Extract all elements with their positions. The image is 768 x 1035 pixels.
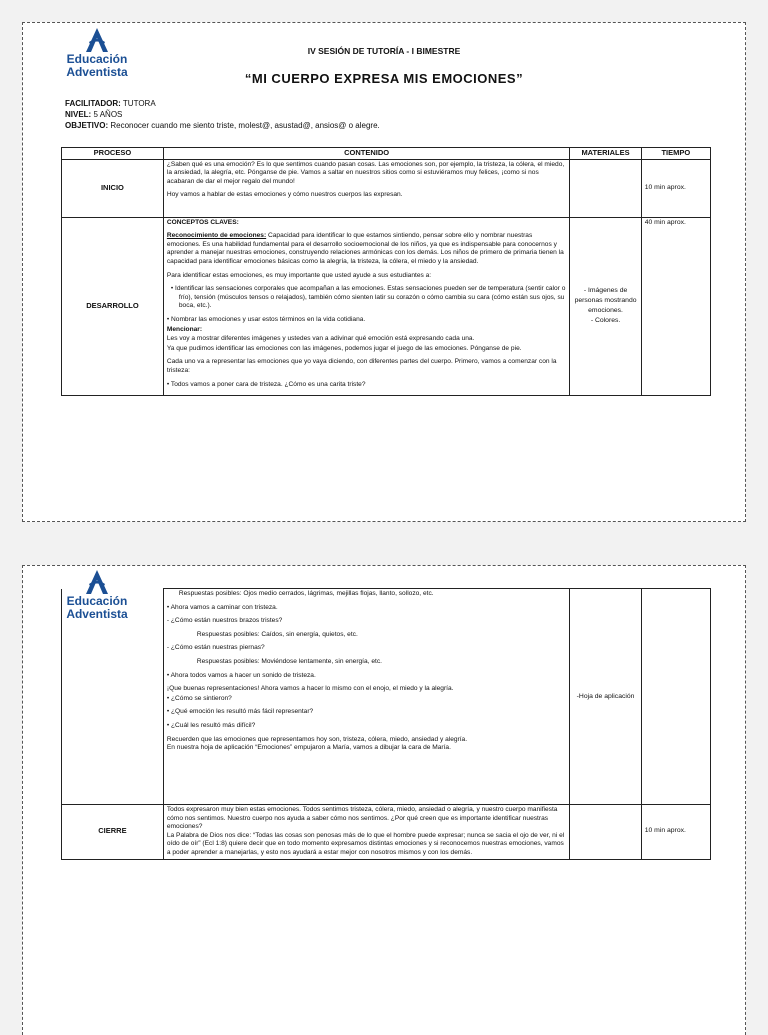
session-table-cont (61, 588, 711, 860)
table-row-desarrollo (62, 217, 711, 396)
table-row-cierre (62, 805, 711, 860)
nivel-value: 5 AÑOS (93, 110, 123, 119)
materiales-desarrollo (570, 217, 641, 396)
session-table (61, 147, 711, 396)
para-identificar: Para identificar estas emociones, es muy importante que usted ayude a sus estudiantes a: (166, 271, 432, 279)
proceso-continuacion (62, 589, 164, 805)
recuerden: Recuerden que las emociones que representamos hoy son, tristeza, cólera, miedo, ansiedad y alegría. (166, 735, 468, 743)
contenido-cierre (163, 805, 570, 860)
facilitador-value: TUTORA (122, 99, 156, 108)
proceso-desarrollo: DESARROLLO (62, 217, 164, 396)
logo-line2-p2: Adventista (66, 607, 128, 621)
logo-line1: Educación (66, 52, 128, 66)
pregunta-facil: • ¿Qué emoción les resultó más fácil representar? (166, 708, 314, 716)
materiales-cierre (570, 805, 641, 860)
mencionar-label: Mencionar: (166, 325, 203, 333)
table-row-inicio (62, 159, 711, 217)
pregunta-sintieron: • ¿Cómo se sintieron? (166, 694, 232, 702)
tiempo-desarrollo: 40 min aprox. (641, 217, 710, 396)
materiales-colores: - Colores. (590, 317, 621, 325)
facilitador-label: FACILITADOR: (65, 99, 121, 108)
logo-line2: Adventista (66, 65, 128, 79)
cierre-p2: La Palabra de Dios nos dice: “Todas las cosas son penosas más de lo que el hombre puede expresar; nunca se sacia el ojo de ver, ni el oído de oír” (Ecl 1:8) quiere decir que en todo momento expresamos distintas emociones y si reconocemos nuestras emociones, vamos a poder aprender a manejarlas, y esto nos ayudará a estar mejor con nosotros mismos y con los demás. (166, 831, 565, 856)
reconocimiento-label: Reconocimiento de emociones: (166, 232, 267, 240)
col-header-tiempo: TIEMPO (641, 148, 710, 160)
respuestas-3: Respuestas posibles: Moviéndose lentamente, sin energía, etc. (196, 657, 382, 665)
logo-line1-p2: Educación (66, 594, 128, 608)
hoja-aplicacion: En nuestra hoja de aplicación “Emociones” empujaron a María, vamos a dibujar la cara de María. (166, 744, 451, 752)
meta-block (65, 98, 380, 131)
document-page-2 (22, 565, 746, 1035)
tiempo-continuacion (641, 589, 710, 805)
conceptos-claves: CONCEPTOS CLAVES: (166, 218, 239, 226)
pregunta-piernas: - ¿Cómo están nuestras piernas? (166, 644, 265, 652)
mencionar-p2: Ya que pudimos identificar las emociones con las imágenes, podemos jugar el juego de las emociones. Pónganse de pie. (166, 344, 522, 352)
reconocimiento-text: Capacidad para identificar lo que estamos sintiendo, pensar sobre ello y nombrar nuestras emociones. Es una habilidad fundamental para el desarrollo socioemocional de los niños, ya que es indispensable para conocernos y aprender a manejar nuestras emociones, construyendo relaciones armónicas con los demás. Los niños de primero de primaria tienen la capacidad para identificar emociones básicas como la alegría, la tristeza, la cólera, el miedo y la ansiedad. (166, 232, 564, 265)
col-header-contenido: CONTENIDO (163, 148, 570, 160)
buenas-representaciones: ¡Que buenas representaciones! Ahora vamos a hacer lo mismo con el enojo, el miedo y la alegría. (166, 685, 454, 693)
materiales-continuacion: -Hoja de aplicación (570, 589, 641, 805)
tiempo-inicio: 10 min aprox. (641, 159, 710, 217)
contenido-desarrollo (163, 217, 570, 396)
materiales-inicio (570, 159, 641, 217)
objetivo-value: Reconocer cuando me siento triste, molest@, asustad@, ansios@ o alegre. (110, 121, 380, 130)
respuestas-2: Respuestas posibles: Caídos, sin energía, quietos, etc. (196, 630, 358, 638)
contenido-continuacion (163, 589, 570, 805)
cierre-p1: Todos expresaron muy bien estas emociones. Todos sentimos tristeza, cólera, miedo, ansiedad o alegría, y nuestro cuerpo manifiesta cómo nos sentimos. Nuestro cuerpo nos ayuda a saber cómo nos sentimos. ¿Por qué creen que es importante identificar nuestras emociones? (166, 806, 558, 831)
table-row-continuacion (62, 589, 711, 805)
session-title: IV SESIÓN DE TUTORÍA - I BIMESTRE (307, 46, 461, 56)
bullet-identificar: • Identificar las sensaciones corporales que acompañan a las emociones. Estas sensaciones pueden ser de temperatura (sentir calor o frío), tensión (músculos tensos o relajados), también cómo sienten latir su corazón o cómo cambia su cara (cómo están sus ojos, su boca, etc.). (170, 285, 566, 310)
pregunta-brazos: - ¿Cómo están nuestros brazos tristes? (166, 617, 283, 625)
nivel-label: NIVEL: (65, 110, 92, 119)
col-header-proceso: PROCESO (62, 148, 164, 160)
respuestas-1: Respuestas posibles: Ojos medio cerrados, lágrimas, mejillas flojas, llanto, sollozo, etc. (178, 590, 434, 597)
objetivo-label: OBJETIVO: (65, 121, 109, 130)
inicio-p1: ¿Saben qué es una emoción? Es lo que sentimos cuando pasan cosas. Las emociones son, por ejemplo, la tristeza, la cólera, el miedo, la ansiedad, la alegría, etc. Pónganse de pie. Vamos a saltar en nuestros sitios como si estuviéramos muy felices, ¡como si nos acabaran de dar el mejor regalo del mundo! (166, 160, 565, 185)
pregunta-dificil: • ¿Cuál les resultó más difícil? (166, 721, 256, 729)
table-header-row (62, 148, 711, 160)
reconocimiento-paragraph (167, 232, 567, 266)
mencionar-p4: • Todos vamos a poner cara de tristeza. ¿Cómo es una carita triste? (166, 380, 366, 388)
proceso-cierre: CIERRE (62, 805, 164, 860)
mencionar-p3: Cada uno va a representar las emociones que yo vaya diciendo, con diferentes partes del cuerpo. Primero, vamos a comenzar con la tristeza: (166, 358, 557, 374)
caminar-tristeza: • Ahora vamos a caminar con tristeza. (166, 603, 278, 611)
inicio-p2: Hoy vamos a hablar de estas emociones y cómo nuestros cuerpos las expresan. (166, 191, 403, 199)
contenido-inicio (163, 159, 570, 217)
col-header-materiales: MATERIALES (570, 148, 641, 160)
proceso-inicio: INICIO (62, 159, 164, 217)
materiales-imagenes: - Imágenes de personas mostrando emociones. (574, 287, 637, 315)
bullet-nombrar: • Nombrar las emociones y usar estos términos en la vida cotidiana. (166, 315, 366, 323)
mencionar-p1: Les voy a mostrar diferentes imágenes y ustedes van a adivinar qué emoción está expresando cada una. (166, 335, 475, 343)
page-title: “MI CUERPO EXPRESA MIS EMOCIONES” (244, 71, 524, 86)
sonido-tristeza: • Ahora todos vamos a hacer un sonido de tristeza. (166, 671, 316, 679)
tiempo-cierre: 10 min aprox. (641, 805, 710, 860)
document-page-1 (22, 22, 746, 522)
